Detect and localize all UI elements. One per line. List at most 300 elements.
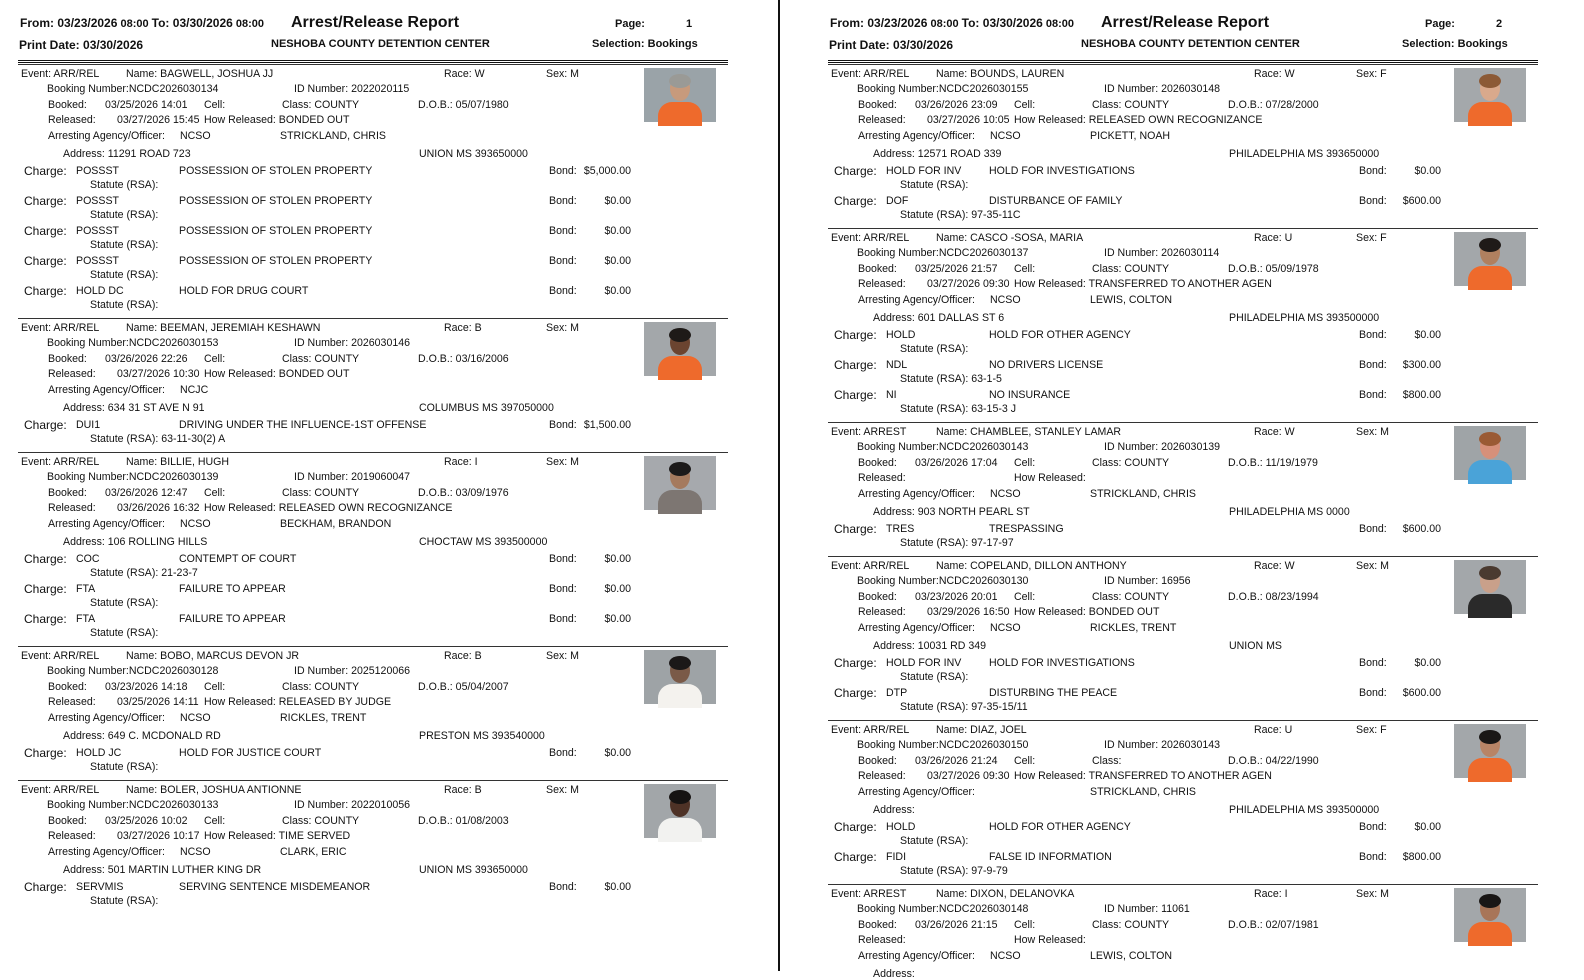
agency-label: Arresting Agency/Officer: [858, 488, 975, 500]
agency-value: NCJC [180, 384, 209, 396]
cell: Cell: [1014, 591, 1036, 603]
dob: D.O.B.: 11/19/1979 [1228, 457, 1318, 469]
charge-code: COC [76, 553, 100, 565]
charge-code: HOLD DC [76, 285, 124, 297]
agency-label: Arresting Agency/Officer: [858, 130, 975, 142]
charge-description: FALSE ID INFORMATION [989, 851, 1112, 863]
charge-label: Charge: [24, 612, 67, 626]
released-label: Released: [858, 934, 906, 946]
report-from-to [830, 16, 1074, 30]
event-separator [18, 64, 728, 65]
class: Class: COUNTY [1092, 919, 1170, 931]
agency-label: Arresting Agency/Officer: [48, 130, 165, 142]
id-number: ID Number: 2022020115 [294, 83, 410, 95]
agency-value: NCSO [180, 130, 211, 142]
charge-code: DOF [886, 195, 909, 207]
booking-number: Booking Number:NCDC2026030134 [47, 83, 219, 95]
event-sex: Sex: M [1356, 560, 1389, 572]
statute: Statute (RSA): [90, 597, 159, 609]
event-race: Race: W [1254, 560, 1295, 572]
charge-code: FTA [76, 613, 96, 625]
city-state-zip: CHOCTAW MS 393500000 [419, 536, 548, 548]
bond-amount: $0.00 [604, 255, 631, 267]
charge-label: Charge: [834, 820, 877, 834]
booking-number: Booking Number:NCDC2026030153 [47, 337, 219, 349]
charge-row [18, 880, 718, 910]
charge-code: HOLD [886, 329, 916, 341]
agency-label: Arresting Agency/Officer: [48, 518, 165, 530]
event-sex: Sex: M [546, 68, 579, 80]
address: Address: 649 C. MCDONALD RD [63, 730, 221, 742]
charge-row [828, 656, 1528, 686]
event-race: Race: B [444, 322, 482, 334]
charge-description: POSSESSION OF STOLEN PROPERTY [179, 225, 373, 237]
charge-row [828, 850, 1528, 880]
how-released: How Released: RELEASED OWN RECOGNIZANCE [1014, 114, 1263, 126]
statute: Statute (RSA): [90, 209, 159, 221]
released-value: 03/27/2026 10:30 [117, 368, 200, 380]
event-name: Name: BILLIE, HUGH [126, 456, 230, 468]
charge-description: DISTURBANCE OF FAMILY [989, 195, 1123, 207]
bond-amount: $0.00 [604, 195, 631, 207]
event-sex: Sex: M [1356, 888, 1389, 900]
bond-amount: $5,000.00 [583, 165, 631, 177]
event-name: Name: COPELAND, DILLON ANTHONY [936, 560, 1127, 572]
page-label: Page: [615, 18, 645, 30]
event-sex: Sex: F [1356, 724, 1387, 736]
event-separator [828, 720, 1538, 721]
event-type: Event: ARR/REL [831, 68, 910, 80]
booked-label: Booked: [48, 815, 87, 827]
event-race: Race: U [1254, 724, 1293, 736]
header-rule [18, 60, 728, 63]
cell: Cell: [204, 681, 226, 693]
bond-amount: $300.00 [1402, 359, 1441, 371]
booked-value: 03/26/2026 22:26 [105, 353, 188, 365]
statute: Statute (RSA): 97-9-79 [900, 865, 1008, 877]
cell: Cell: [204, 487, 226, 499]
booked-value: 03/25/2026 14:01 [105, 99, 188, 111]
cell: Cell: [1014, 263, 1036, 275]
print-date-label: Print Date: [829, 38, 894, 52]
booked-label: Booked: [858, 457, 897, 469]
booked-value: 03/26/2026 23:09 [915, 99, 998, 111]
charge-description: SERVING SENTENCE MISDEMEANOR [179, 881, 371, 893]
how-released: How Released: RELEASED BY JUDGE [204, 696, 392, 708]
agency-label: Arresting Agency/Officer: [48, 712, 165, 724]
event-type: Event: ARREST [831, 426, 907, 438]
cell: Cell: [1014, 457, 1036, 469]
statute: Statute (RSA): 97-17-97 [900, 537, 1014, 549]
cell: Cell: [204, 99, 226, 111]
how-released: How Released: RELEASED OWN RECOGNIZANCE [204, 502, 453, 514]
booked-value: 03/26/2026 21:24 [915, 755, 998, 767]
from-time: 08:00 [117, 18, 152, 30]
bond-label: Bond: [549, 225, 577, 237]
released-value: 03/27/2026 09:30 [927, 278, 1010, 290]
bond-label: Bond: [1359, 389, 1387, 401]
bond-label: Bond: [549, 613, 577, 625]
from-time: 08:00 [927, 18, 962, 30]
bond-amount: $0.00 [604, 747, 631, 759]
bond-label: Bond: [549, 255, 577, 267]
statute: Statute (RSA): [90, 895, 159, 907]
bond-amount: $0.00 [604, 613, 631, 625]
event-type: Event: ARR/REL [831, 232, 910, 244]
event-name: Name: CASCO -SOSA, MARIA [936, 232, 1084, 244]
charge-description: CONTEMPT OF COURT [179, 553, 297, 565]
booked-value: 03/23/2026 14:18 [105, 681, 188, 693]
from-date: 03/23/2026 [867, 16, 928, 30]
booked-label: Booked: [48, 99, 87, 111]
address: Address: 11291 ROAD 723 [63, 148, 191, 160]
statute: Statute (RSA): [90, 269, 159, 281]
charge-code: DUI1 [76, 419, 101, 431]
released-value: 03/27/2026 15:45 [117, 114, 200, 126]
officer-name: RICKLES, TRENT [1090, 622, 1177, 634]
charge-code: SERVMIS [76, 881, 124, 893]
print-date-value: 03/30/2026 [893, 38, 954, 52]
mugshot-photo [1454, 888, 1526, 942]
bond-label: Bond: [1359, 329, 1387, 341]
charge-label: Charge: [834, 358, 877, 372]
class: Class: COUNTY [282, 99, 360, 111]
address: Address: 12571 ROAD 339 [873, 148, 1002, 160]
event-separator [18, 452, 728, 453]
print-date [829, 38, 953, 52]
event-separator [828, 228, 1538, 229]
print-date [19, 38, 143, 52]
address: Address: 106 ROLLING HILLS [63, 536, 208, 548]
event-separator [828, 64, 1538, 65]
bond-label: Bond: [1359, 851, 1387, 863]
event-separator [828, 884, 1538, 885]
id-number: ID Number: 2022010056 [294, 799, 411, 811]
charge-description: TRESPASSING [989, 523, 1064, 535]
charge-row [18, 284, 718, 314]
charge-description: NO DRIVERS LICENSE [989, 359, 1104, 371]
id-number: ID Number: 2026030139 [1104, 441, 1221, 453]
charge-code: HOLD FOR INV [886, 165, 962, 177]
event-type: Event: ARR/REL [21, 68, 100, 80]
bond-amount: $0.00 [604, 285, 631, 297]
how-released: How Released: BONDED OUT [204, 368, 350, 380]
class: Class: COUNTY [1092, 457, 1170, 469]
charge-row [828, 820, 1528, 850]
charge-row [828, 358, 1528, 388]
how-released: How Released: BONDED OUT [204, 114, 350, 126]
class: Class: COUNTY [282, 487, 360, 499]
bond-label: Bond: [1359, 687, 1387, 699]
booked-label: Booked: [858, 591, 897, 603]
to-label: To: [151, 16, 173, 30]
event-sex: Sex: M [546, 322, 579, 334]
report-title: Arrest/Release Report [1101, 14, 1270, 31]
dob: D.O.B.: 01/08/2003 [418, 815, 509, 827]
how-released: How Released: TRANSFERRED TO ANOTHER AGEN [1014, 770, 1272, 782]
report-title: Arrest/Release Report [291, 14, 460, 31]
bond-amount: $1,500.00 [583, 419, 631, 431]
bond-label: Bond: [549, 285, 577, 297]
event-type: Event: ARR/REL [831, 724, 910, 736]
bond-amount: $0.00 [604, 583, 631, 595]
bond-label: Bond: [549, 195, 577, 207]
class: Class: [1092, 755, 1122, 767]
released-label: Released: [858, 114, 906, 126]
dob: D.O.B.: 03/09/1976 [418, 487, 509, 499]
statute: Statute (RSA): 63-11-30(2) A [90, 433, 226, 445]
charge-description: DISTURBING THE PEACE [989, 687, 1118, 699]
released-label: Released: [858, 606, 906, 618]
booking-number: Booking Number:NCDC2026030137 [857, 247, 1029, 259]
statute: Statute (RSA): 63-15-3 J [900, 403, 1016, 415]
statute: Statute (RSA): 97-35-15/11 [900, 701, 1028, 713]
event-name: Name: BEEMAN, JEREMIAH KESHAWN [126, 322, 321, 334]
to-time: 08:00 [1042, 18, 1075, 30]
mugshot-photo [644, 650, 716, 704]
event-race: Race: B [444, 650, 482, 662]
class: Class: COUNTY [1092, 263, 1170, 275]
bond-label: Bond: [1359, 359, 1387, 371]
event-race: Race: W [1254, 68, 1295, 80]
bond-label: Bond: [1359, 657, 1387, 669]
event-name: Name: BOLER, JOSHUA ANTIONNE [126, 784, 302, 796]
charge-description: FAILURE TO APPEAR [179, 613, 286, 625]
released-value: 03/26/2026 16:32 [117, 502, 200, 514]
charge-code: POSSST [76, 165, 119, 177]
released-label: Released: [48, 114, 96, 126]
bond-label: Bond: [1359, 165, 1387, 177]
charge-row [18, 612, 718, 642]
released-label: Released: [858, 770, 906, 782]
event-type: Event: ARR/REL [831, 560, 910, 572]
city-state-zip: PRESTON MS 393540000 [419, 730, 545, 742]
city-state-zip: PHILADELPHIA MS 393500000 [1229, 312, 1380, 324]
how-released: How Released: TIME SERVED [204, 830, 351, 842]
mugshot-photo [644, 456, 716, 510]
released-label: Released: [858, 472, 906, 484]
released-label: Released: [858, 278, 906, 290]
cell: Cell: [1014, 755, 1036, 767]
id-number: ID Number: 11061 [1104, 903, 1190, 915]
bond-label: Bond: [549, 583, 577, 595]
to-date: 03/30/2026 [982, 16, 1043, 30]
event-type: Event: ARR/REL [21, 456, 100, 468]
to-label: To: [961, 16, 983, 30]
event-type: Event: ARR/REL [21, 322, 100, 334]
event-race: Race: U [1254, 232, 1293, 244]
city-state-zip: UNION MS 393650000 [419, 148, 528, 160]
charge-description: POSSESSION OF STOLEN PROPERTY [179, 255, 373, 267]
booking-number: Booking Number:NCDC2026030128 [47, 665, 219, 677]
address: Address: 501 MARTIN LUTHER KING DR [63, 864, 262, 876]
address: Address: 634 31 ST AVE N 91 [63, 402, 205, 414]
booking-number: Booking Number:NCDC2026030143 [857, 441, 1029, 453]
agency-value: NCSO [990, 950, 1021, 962]
cell: Cell: [204, 815, 226, 827]
agency-value: NCSO [990, 488, 1021, 500]
event-separator [828, 556, 1538, 557]
agency-label: Arresting Agency/Officer: [48, 384, 165, 396]
charge-label: Charge: [834, 388, 877, 402]
released-label: Released: [48, 830, 96, 842]
id-number: ID Number: 2026030114 [1104, 247, 1220, 259]
from-label: From: [830, 16, 868, 30]
print-date-label: Print Date: [19, 38, 84, 52]
released-label: Released: [48, 696, 96, 708]
charge-code: POSSST [76, 225, 119, 237]
released-value: 03/27/2026 10:17 [117, 830, 200, 842]
charge-code: HOLD FOR INV [886, 657, 962, 669]
agency-label: Arresting Agency/Officer: [48, 846, 165, 858]
event-name: Name: CHAMBLEE, STANLEY LAMAR [936, 426, 1122, 438]
id-number: ID Number: 16956 [1104, 575, 1191, 587]
address: Address: 10031 RD 349 [873, 640, 987, 652]
released-value: 03/27/2026 09:30 [927, 770, 1010, 782]
charge-label: Charge: [834, 164, 877, 178]
page-number: 2 [1496, 18, 1503, 30]
event-name: Name: BOBO, MARCUS DEVON JR [126, 650, 300, 662]
charge-code: POSSST [76, 255, 119, 267]
id-number: ID Number: 2026030148 [1104, 83, 1221, 95]
charge-description: HOLD FOR INVESTIGATIONS [989, 657, 1135, 669]
class: Class: COUNTY [1092, 591, 1170, 603]
charge-description: POSSESSION OF STOLEN PROPERTY [179, 165, 373, 177]
mugshot-photo [1454, 232, 1526, 286]
page-number: 1 [686, 18, 693, 30]
mugshot-photo [1454, 560, 1526, 614]
officer-name: LEWIS, COLTON [1090, 294, 1173, 306]
event-race: Race: I [1254, 888, 1288, 900]
report-from-to [20, 16, 264, 30]
charge-code: FIDI [886, 851, 907, 863]
event-name: Name: DIAZ, JOEL [936, 724, 1027, 736]
how-released: How Released: TRANSFERRED TO ANOTHER AGEN [1014, 278, 1272, 290]
cell: Cell: [1014, 99, 1036, 111]
charge-description: HOLD FOR DRUG COURT [179, 285, 309, 297]
charge-code: HOLD JC [76, 747, 122, 759]
agency-value: NCSO [180, 846, 211, 858]
bond-label: Bond: [1359, 821, 1387, 833]
booked-label: Booked: [48, 353, 87, 365]
agency-value: NCSO [990, 294, 1021, 306]
booking-number: Booking Number:NCDC2026030155 [857, 83, 1029, 95]
dob: D.O.B.: 05/04/2007 [418, 681, 509, 693]
address: Address: 601 DALLAS ST 6 [873, 312, 1005, 324]
class: Class: COUNTY [282, 815, 360, 827]
mugshot-photo [644, 322, 716, 376]
bond-label: Bond: [549, 553, 577, 565]
facility-name: NESHOBA COUNTY DETENTION CENTER [271, 38, 490, 50]
charge-description: FAILURE TO APPEAR [179, 583, 286, 595]
booked-label: Booked: [48, 681, 87, 693]
charge-row [828, 164, 1528, 194]
bond-amount: $0.00 [1414, 821, 1441, 833]
agency-value: NCSO [990, 130, 1021, 142]
booked-label: Booked: [48, 487, 87, 499]
charge-row [828, 328, 1528, 358]
agency-value: NCSO [180, 518, 211, 530]
class: Class: COUNTY [282, 681, 360, 693]
mugshot-photo [1454, 724, 1526, 778]
officer-name: CLARK, ERIC [280, 846, 347, 858]
city-state-zip: COLUMBUS MS 397050000 [419, 402, 554, 414]
bond-amount: $0.00 [604, 225, 631, 237]
bond-amount: $0.00 [1414, 165, 1441, 177]
selection: Selection: Bookings [1402, 38, 1508, 50]
statute: Statute (RSA): [900, 671, 969, 683]
how-released: How Released: [1014, 934, 1086, 946]
charge-code: POSSST [76, 195, 119, 207]
officer-name: STRICKLAND, CHRIS [280, 130, 386, 142]
charge-label: Charge: [834, 656, 877, 670]
event-sex: Sex: M [546, 456, 579, 468]
how-released: How Released: [1014, 472, 1086, 484]
charge-label: Charge: [834, 686, 877, 700]
report-page-1 [18, 0, 748, 971]
statute: Statute (RSA): [90, 179, 159, 191]
statute: Statute (RSA): [900, 179, 969, 191]
dob: D.O.B.: 04/22/1990 [1228, 755, 1319, 767]
charge-row [828, 522, 1528, 552]
officer-name: BECKHAM, BRANDON [280, 518, 392, 530]
mugshot-photo [1454, 426, 1526, 480]
event-name: Name: BOUNDS, LAUREN [936, 68, 1065, 80]
id-number: ID Number: 2025120066 [294, 665, 411, 677]
statute: Statute (RSA): 21-23-7 [90, 567, 198, 579]
event-type: Event: ARR/REL [21, 784, 100, 796]
mugshot-photo [644, 68, 716, 122]
event-name: Name: BAGWELL, JOSHUA JJ [126, 68, 274, 80]
agency-label: Arresting Agency/Officer: [858, 622, 975, 634]
statute: Statute (RSA): [90, 627, 159, 639]
officer-name: STRICKLAND, CHRIS [1090, 786, 1196, 798]
booked-value: 03/26/2026 21:15 [915, 919, 998, 931]
event-type: Event: ARR/REL [21, 650, 100, 662]
address: Address: [873, 968, 915, 980]
header-rule [828, 60, 1538, 63]
city-state-zip: PHILADELPHIA MS 0000 [1229, 506, 1350, 518]
released-value: 03/25/2026 14:11 [117, 696, 199, 708]
event-race: Race: I [444, 456, 478, 468]
dob: D.O.B.: 05/07/1980 [418, 99, 509, 111]
agency-value: NCSO [180, 712, 211, 724]
mugshot-photo [644, 784, 716, 838]
event-name: Name: DIXON, DELANOVKA [936, 888, 1075, 900]
charge-row [18, 224, 718, 254]
charge-description: POSSESSION OF STOLEN PROPERTY [179, 195, 373, 207]
charge-row [18, 164, 718, 194]
charge-code: TRES [886, 523, 915, 535]
booking-number: Booking Number:NCDC2026030148 [857, 903, 1029, 915]
charge-label: Charge: [24, 746, 67, 760]
statute: Statute (RSA): [90, 761, 159, 773]
agency-label: Arresting Agency/Officer: [858, 950, 975, 962]
dob: D.O.B.: 05/09/1978 [1228, 263, 1319, 275]
released-value: 03/29/2026 16:50 [927, 606, 1010, 618]
bond-amount: $600.00 [1402, 687, 1441, 699]
event-race: Race: W [444, 68, 485, 80]
charge-description: HOLD FOR OTHER AGENCY [989, 329, 1131, 341]
dob: D.O.B.: 07/28/2000 [1228, 99, 1319, 111]
dob: D.O.B.: 03/16/2006 [418, 353, 509, 365]
charge-row [18, 746, 718, 776]
charge-label: Charge: [24, 552, 67, 566]
statute: Statute (RSA): 63-1-5 [900, 373, 1002, 385]
dob: D.O.B.: 02/07/1981 [1228, 919, 1319, 931]
event-sex: Sex: F [1356, 232, 1387, 244]
agency-value: NCSO [990, 622, 1021, 634]
